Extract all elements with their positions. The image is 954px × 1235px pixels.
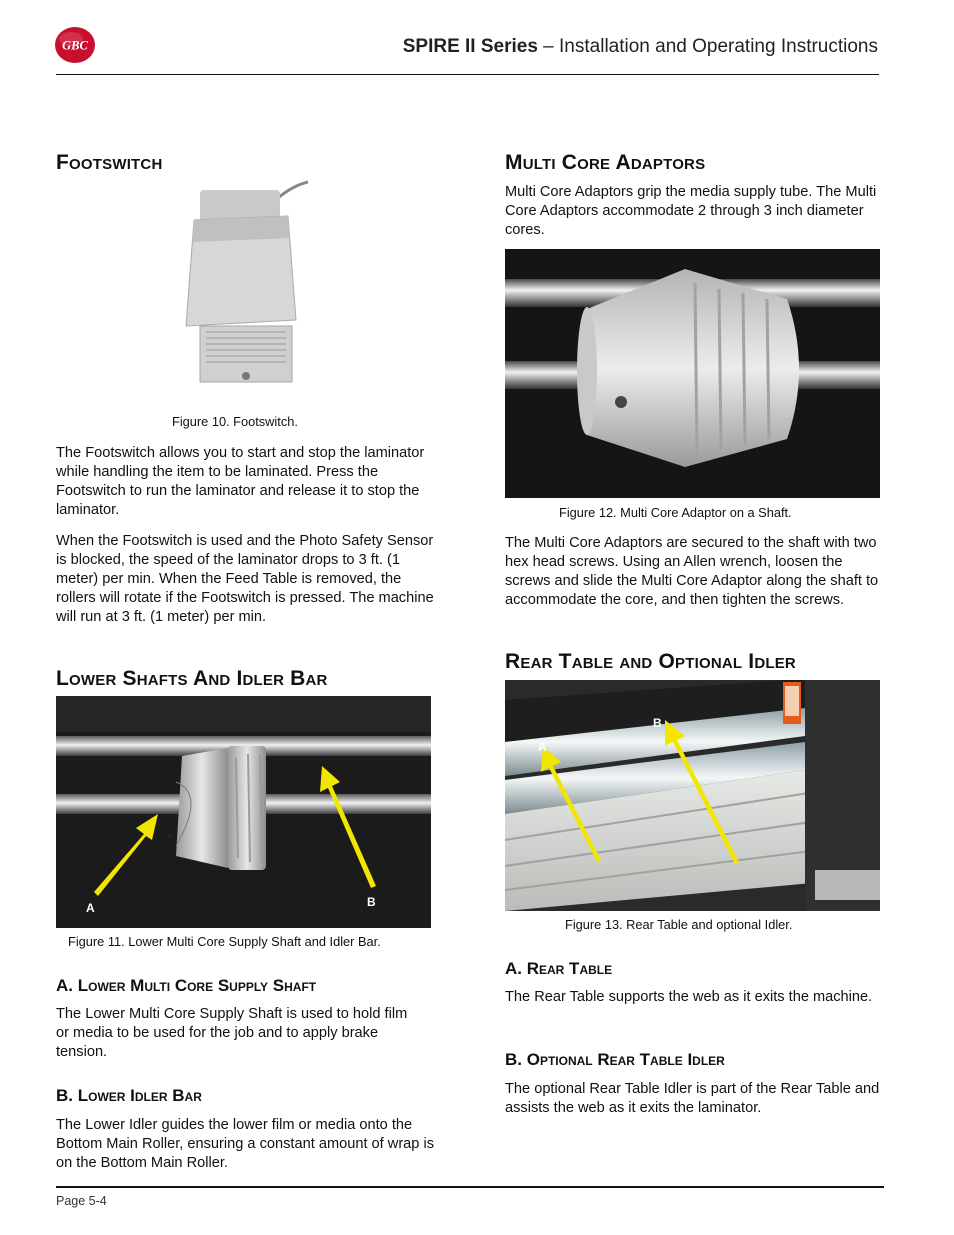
optional-idler-heading: B. Optional Rear Table Idler xyxy=(505,1050,725,1069)
rear-table-heading: Rear Table and Optional Idler xyxy=(505,650,796,673)
lower-idler-bar-text: The Lower Idler guides the lower film or media onto the Bottom Main Roller, ensuring a constant amount of wrap is on the Bottom Main Roller. xyxy=(56,1117,435,1171)
lower-multi-core-shaft-text: The Lower Multi Core Supply Shaft is used to hold film or media to be used for the job and to apply brake tension. xyxy=(56,1006,408,1060)
footswitch-paragraph-1: The Footswitch allows you to start and stop the laminator while handling the item to be laminated. Press the Footswitch to run the laminator and release it to stop the laminator. xyxy=(56,445,425,518)
footswitch-paragraph-2: When the Footswitch is used and the Photo Safety Sensor is blocked, the speed of the laminator drops to 3 ft. (1 meter) per min. When the Feed Table is removed, the rollers will rotate if the Footswitch is pressed. The machine will run at 3 ft. (1 meter) per min. xyxy=(56,533,434,625)
header-title xyxy=(403,36,878,58)
multi-core-adaptor-photo xyxy=(505,249,880,498)
lower-shafts-photo xyxy=(56,696,431,928)
header-divider xyxy=(56,74,879,75)
footswitch-photo xyxy=(180,180,308,383)
series-name: SPIRE II Series xyxy=(402,36,538,57)
photo-label-a: A xyxy=(538,740,547,754)
footswitch-heading: Footswitch xyxy=(56,151,163,174)
multi-core-heading: Multi Core Adaptors xyxy=(505,151,706,174)
page-number: Page 5-4 xyxy=(56,1194,107,1208)
rear-table-subheading: A. Rear Table xyxy=(505,959,613,978)
rear-table-photo xyxy=(505,680,880,911)
figure-12-caption: Figure 12. Multi Core Adaptor on a Shaft. xyxy=(559,505,792,520)
figure-11-caption: Figure 11. Lower Multi Core Supply Shaft and Idler Bar. xyxy=(68,934,381,949)
rear-table-text: The Rear Table supports the web as it exits the machine. xyxy=(505,989,873,1005)
photo-label-b: B xyxy=(367,895,376,909)
optional-idler-text: The optional Rear Table Idler is part of the Rear Table and assists the web as it exits the laminator. xyxy=(505,1081,880,1116)
photo-label-b: B xyxy=(653,716,662,730)
header-subtitle: – Installation and Operating Instructions xyxy=(537,36,878,57)
lower-idler-bar-heading: B. Lower Idler Bar xyxy=(56,1086,202,1105)
lower-multi-core-shaft-heading: A. Lower Multi Core Supply Shaft xyxy=(56,976,317,995)
logo-text: GBC xyxy=(62,38,88,53)
multi-core-intro: Multi Core Adaptors grip the media supply tube. The Multi Core Adaptors accommodate 2 through 3 inch diameter cores. xyxy=(505,184,877,238)
figure-10-caption: Figure 10. Footswitch. xyxy=(172,414,298,429)
lower-shafts-heading: Lower Shafts And Idler Bar xyxy=(56,667,328,690)
footer-divider xyxy=(56,1186,884,1188)
multi-core-paragraph: The Multi Core Adaptors are secured to the shaft with two hex head screws. Using an Allen wrench, loosen the screws and slide the Multi Core Adaptor along the shaft to accommodate the core, and then tighten the screws. xyxy=(505,535,879,608)
photo-label-a: A xyxy=(86,901,95,915)
gbc-logo xyxy=(54,26,96,64)
figure-13-caption: Figure 13. Rear Table and optional Idler. xyxy=(565,917,793,932)
